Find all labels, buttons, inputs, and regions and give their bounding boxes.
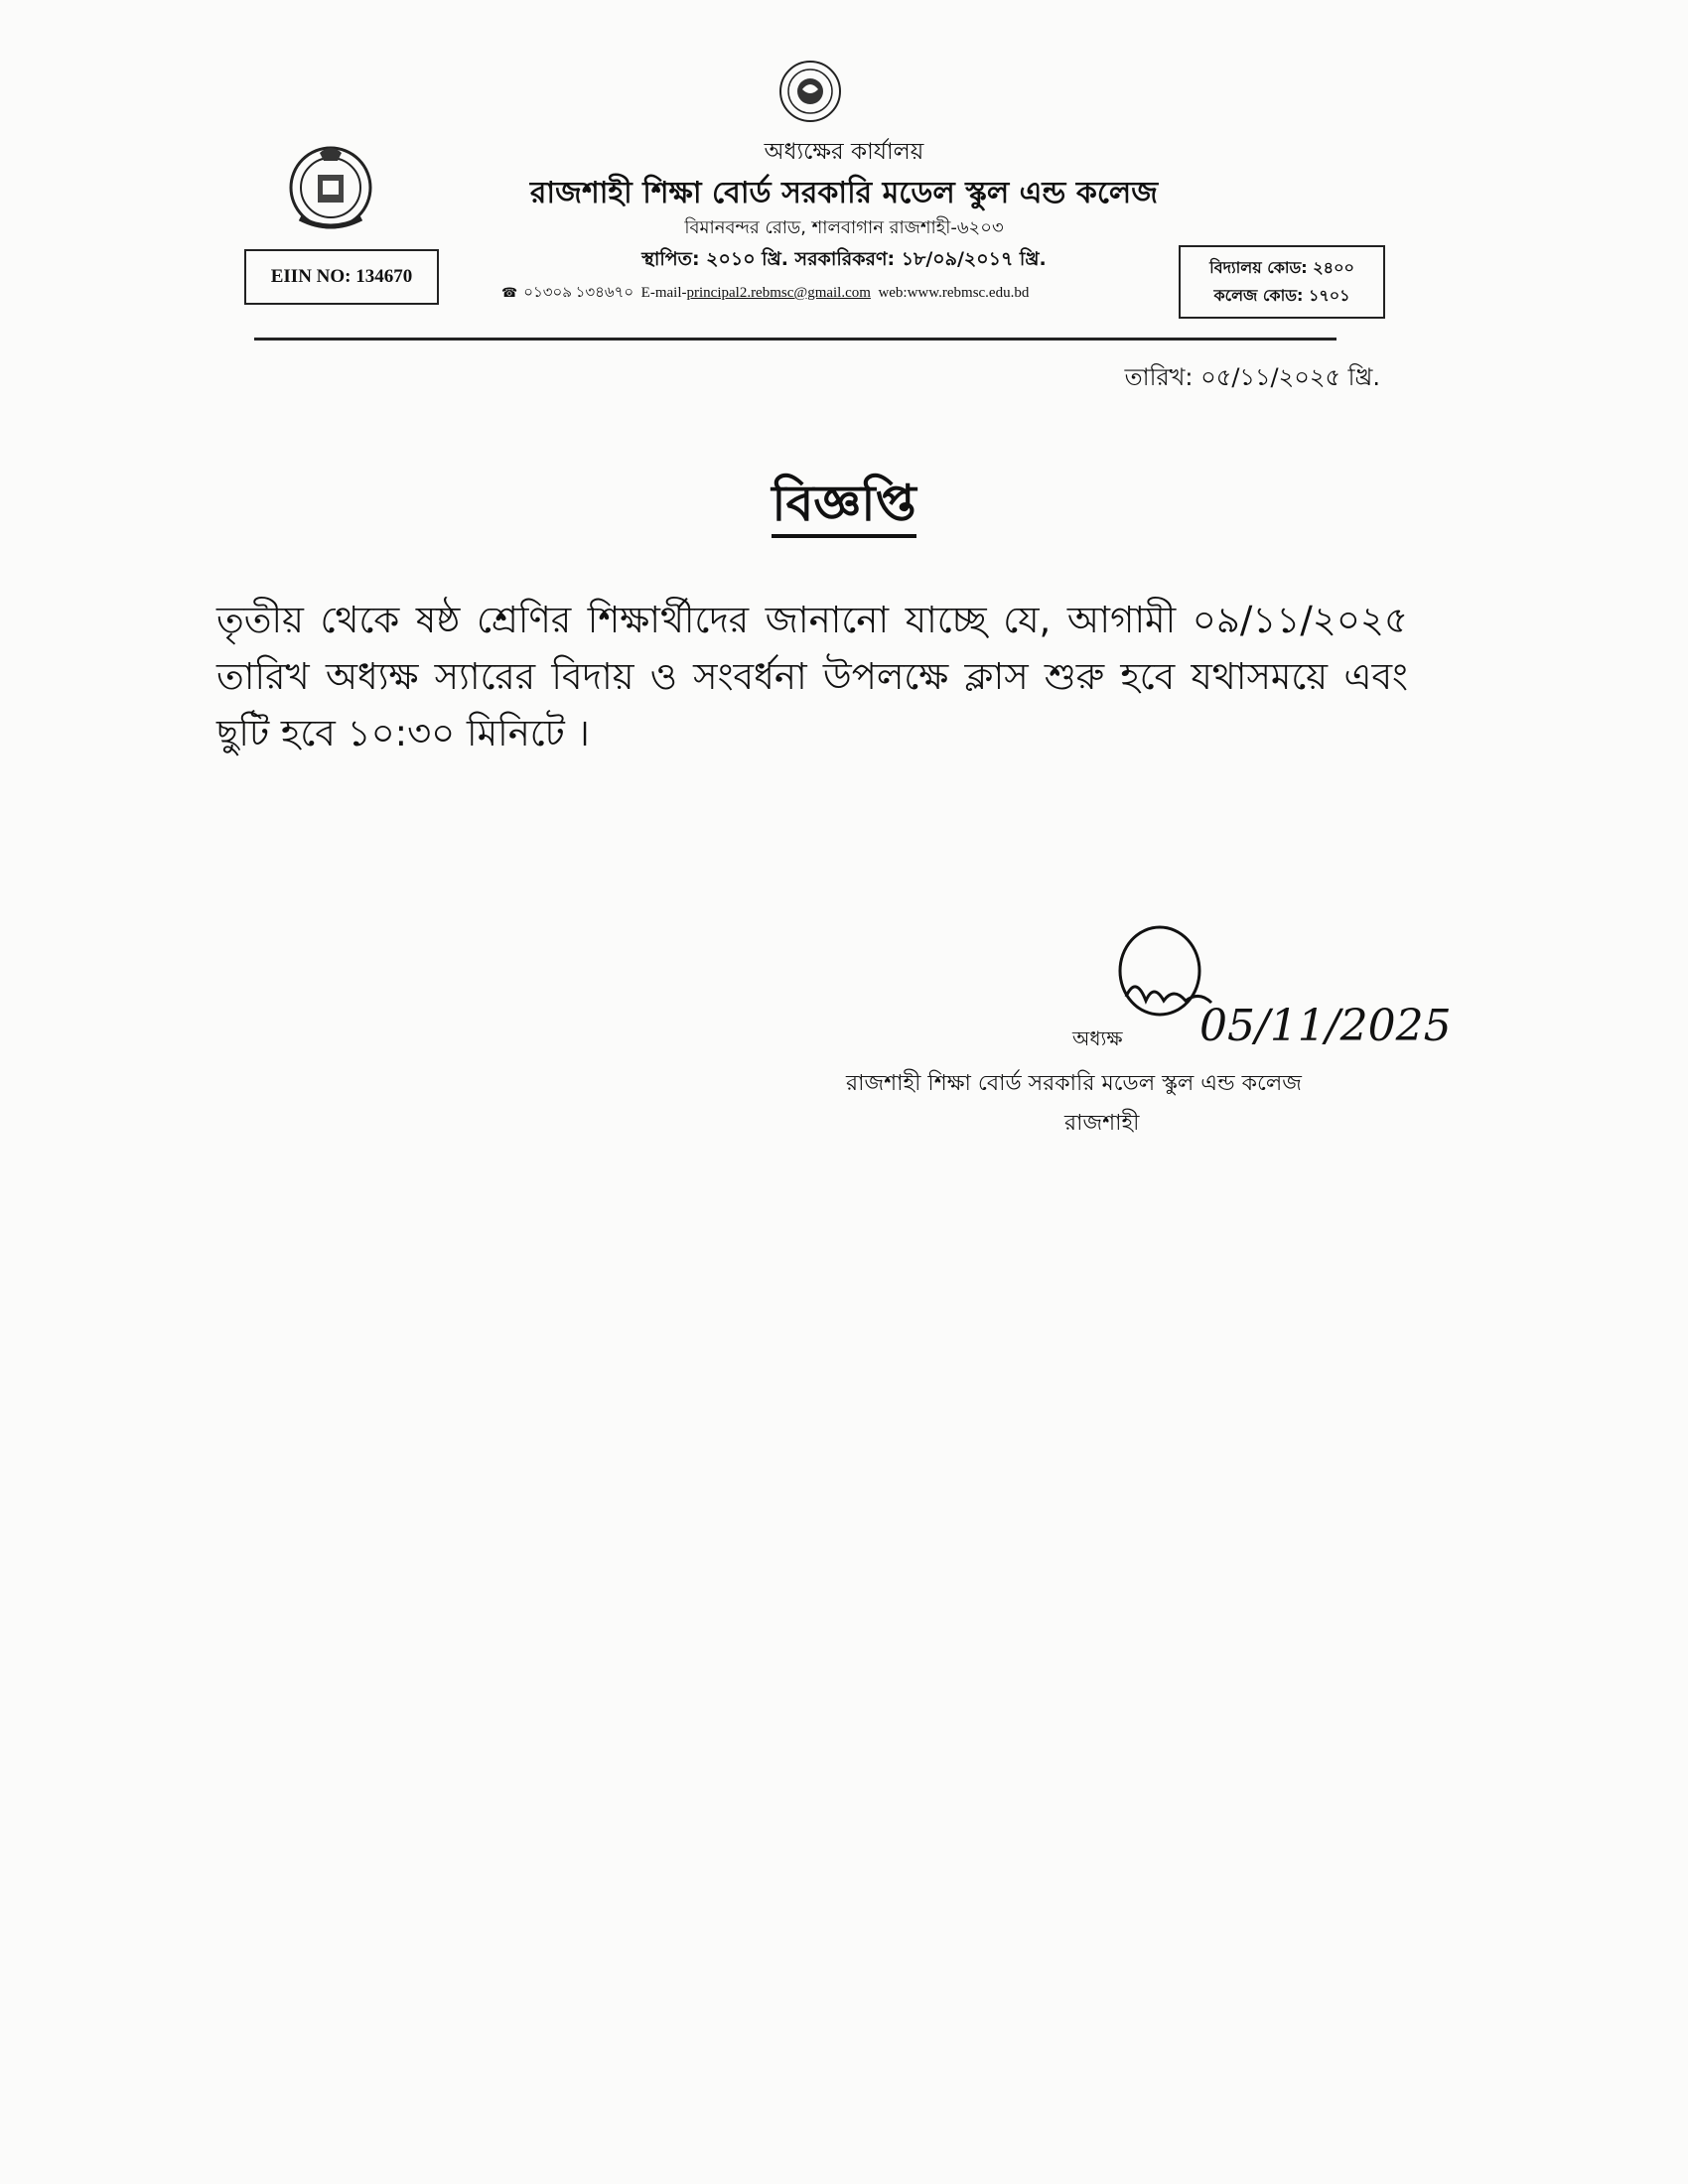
contact-line	[501, 281, 1029, 306]
notice-title	[0, 467, 1688, 549]
email-address: principal2.rebmsc@gmail.com	[686, 285, 871, 301]
signatory-city: রাজশাহী	[1064, 1111, 1140, 1136]
phone-number: ০১৩০৯ ১৩৪৬৭০	[523, 285, 634, 301]
school-code: বিদ্যালয় কোড: ২৪০০	[1209, 258, 1354, 277]
institution-address: বিমানবন্দর রোড, শালবাগান রাজশাহী-৬২০৩	[684, 217, 1004, 238]
header-divider	[254, 338, 1336, 341]
phone-icon: ☎	[501, 285, 518, 300]
handwritten-date: 05/11/2025	[1199, 1001, 1452, 1051]
notice-date: তারিখ: ০৫/১১/২০২৫ খ্রি.	[1124, 363, 1380, 391]
eiin-box	[244, 249, 439, 305]
institution-code-box	[1179, 245, 1385, 319]
handwritten-signature	[1100, 919, 1458, 1068]
eiin-number: EIIN NO: 134670	[270, 266, 413, 287]
signatory-title: অধ্যক্ষ	[1072, 1026, 1123, 1050]
website: web:www.rebmsc.edu.bd	[878, 285, 1030, 301]
email-prefix: E-mail-	[640, 285, 687, 301]
college-code: কলেজ কোড: ১৭০১	[1213, 286, 1350, 305]
notice-title-text: বিজ্ঞপ্তি	[772, 475, 915, 538]
government-seal-icon	[778, 60, 842, 123]
institution-name: রাজশাহী শিক্ষা বোর্ড সরকারি মডেল স্কুল এন্ড কলেজ	[529, 176, 1159, 210]
notice-body: তৃতীয় থেকে ষষ্ঠ শ্রেণির শিক্ষার্থীদের জানানো যাচ্ছে যে, আগামী ০৯/১১/২০২৫ তারিখ অধ্যক্ষ স্যারের বিদায় ও সংবর্ধনা উপলক্ষে ক্লাস শুরু হবে যথাসময়ে এবং ছুটি হবে ১০:৩০ মিনিটে ।	[216, 599, 1408, 754]
established-date-line: স্থাপিত: ২০১০ খ্রি. সরকারিকরণ: ১৮/০৯/২০১৭ খ্রি.	[641, 248, 1047, 270]
office-title: অধ্যক্ষের কার্যালয়	[764, 139, 924, 165]
signatory-institution: রাজশাহী শিক্ষা বোর্ড সরকারি মডেল স্কুল এন্ড কলেজ	[846, 1071, 1302, 1096]
